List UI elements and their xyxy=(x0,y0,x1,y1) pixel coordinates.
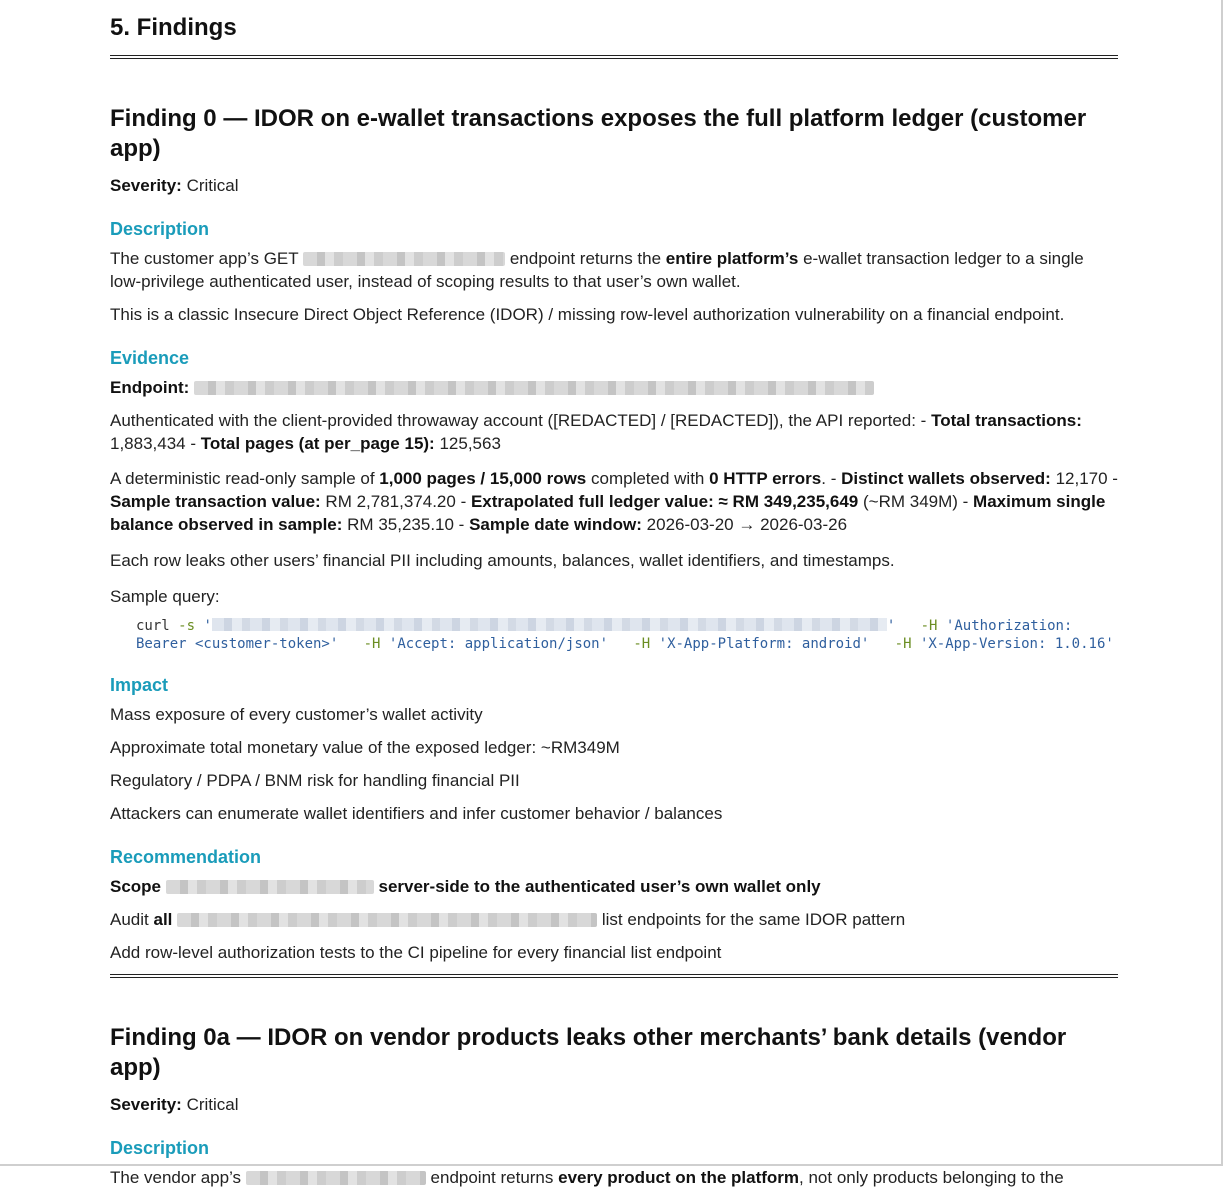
finding-0-evidence-heading: Evidence xyxy=(110,348,190,368)
severity-label: Severity: xyxy=(110,176,182,195)
finding-0-severity xyxy=(110,174,1118,197)
recommendation-item xyxy=(110,875,1118,898)
rec-bold: server-side to the authenticated user’s own wallet only xyxy=(378,877,821,896)
desc-bold: entire platform’s xyxy=(665,249,799,268)
evidence-label: Distinct wallets observed: xyxy=(841,469,1051,488)
severity-value: Critical xyxy=(186,1095,239,1114)
redacted-url xyxy=(212,618,887,631)
redacted-endpoint xyxy=(303,252,505,266)
evidence-bold: 0 HTTP errors xyxy=(709,469,822,488)
finding-0-evidence-p2 xyxy=(110,467,1118,536)
finding-0-description-p1 xyxy=(110,247,1118,293)
code-flag: -H xyxy=(363,635,381,652)
finding-0-description-heading: Description xyxy=(110,219,210,239)
desc-text: The customer app’s GET xyxy=(110,249,299,268)
code-string: 'X-App-Platform: android' xyxy=(658,635,870,652)
code-token: curl xyxy=(136,618,170,634)
finding-0-recommendation-heading: Recommendation xyxy=(110,847,262,867)
evidence-value: 2026-03-20 → 2026-03-26 xyxy=(646,515,848,534)
rec-bold: all xyxy=(153,910,173,929)
rec-bold: Scope xyxy=(110,877,162,896)
code-string: 'X-App-Version: 1.0.16' xyxy=(919,635,1114,652)
desc-text: , not only products belonging to the xyxy=(799,1168,1064,1187)
finding-0a-title: Finding 0a — IDOR on vendor products leaks other merchants’ bank details (vendor app) xyxy=(110,1024,1067,1081)
finding-0-endpoint xyxy=(110,376,1118,399)
evidence-label: Maximum single balance observed in sample: xyxy=(110,492,1106,534)
code-flag: -H xyxy=(894,635,912,652)
code-flag: -s xyxy=(178,618,196,634)
impact-item: Approximate total monetary value of the exposed ledger: ~RM349M xyxy=(110,738,620,757)
evidence-value: 12,170 - xyxy=(1055,469,1118,488)
finding-0-evidence-p3: Each row leaks other users’ financial PII including amounts, balances, wallet identifiers, and timestamps. xyxy=(110,551,895,570)
finding-0-description-p2: This is a classic Insecure Direct Object Reference (IDOR) / missing row-level authorization vulnerability on a financial endpoint. xyxy=(110,305,1065,324)
rec-text: list endpoints for the same IDOR pattern xyxy=(601,910,906,929)
endpoint-label: Endpoint: xyxy=(110,378,190,397)
code-flag: -H xyxy=(920,618,938,634)
finding-0-evidence-p1 xyxy=(110,409,1118,455)
redacted-endpoint xyxy=(246,1171,426,1185)
recommendation-item: Add row-level authorization tests to the CI pipeline for every financial list endpoint xyxy=(110,943,722,962)
evidence-label: Total transactions: xyxy=(931,411,1082,430)
redacted-endpoint xyxy=(166,880,374,894)
evidence-value: RM 2,781,374.20 - xyxy=(325,492,467,511)
evidence-label: Extrapolated full ledger value: xyxy=(470,492,714,511)
finding-divider xyxy=(110,974,1118,978)
evidence-value: 1,883,434 - xyxy=(110,434,197,453)
evidence-value: (~RM 349M) - xyxy=(862,492,969,511)
evidence-bold: 1,000 pages / 15,000 rows xyxy=(379,469,587,488)
code-flag: -H xyxy=(633,635,651,652)
desc-text: endpoint returns xyxy=(430,1168,554,1187)
finding-0a-description-heading: Description xyxy=(110,1138,210,1158)
evidence-text: A deterministic read-only sample of xyxy=(110,469,375,488)
code-string: ' xyxy=(886,618,896,634)
recommendation-item xyxy=(110,908,1118,931)
redacted-endpoint-url xyxy=(194,381,874,395)
desc-text: e-wallet transaction ledger to a single low-privilege authenticated user, instead of scoping results to that user’s own wallet. xyxy=(110,249,1084,291)
finding-0a-description xyxy=(110,1166,1118,1189)
evidence-label: Sample date window: xyxy=(469,515,642,534)
evidence-value: 125,563 xyxy=(439,434,501,453)
evidence-label: Sample transaction value: xyxy=(110,492,321,511)
desc-text: The vendor app’s xyxy=(110,1168,242,1187)
impact-item: Regulatory / PDPA / BNM risk for handling financial PII xyxy=(110,771,520,790)
evidence-text: Authenticated with the client-provided throwaway account ([REDACTED] / [REDACTED]), the API reported: - xyxy=(110,411,927,430)
evidence-label: Total pages (at per_page 15): xyxy=(200,434,435,453)
severity-label: Severity: xyxy=(110,1095,182,1114)
evidence-value: RM 35,235.10 - xyxy=(347,515,465,534)
evidence-text: completed with xyxy=(591,469,705,488)
desc-text: endpoint returns the xyxy=(509,249,662,268)
finding-0-impact-heading: Impact xyxy=(110,675,169,695)
report-page xyxy=(110,0,1118,1189)
impact-item: Mass exposure of every customer’s wallet activity xyxy=(110,705,483,724)
rec-text: Audit xyxy=(110,910,149,929)
desc-bold: every product on the platform xyxy=(558,1168,800,1187)
evidence-text: . - xyxy=(821,469,837,488)
sample-query-code xyxy=(136,618,1118,653)
code-string: 'Authorization: Bearer <customer-token>' xyxy=(136,618,1081,652)
finding-0a-severity xyxy=(110,1093,1118,1116)
code-string: 'Accept: application/json' xyxy=(388,635,609,652)
sample-query-label: Sample query: xyxy=(110,587,220,606)
severity-value: Critical xyxy=(186,176,239,195)
redacted-endpoint-list xyxy=(177,913,597,927)
finding-0-title: Finding 0 — IDOR on e-wallet transactions exposes the full platform ledger (customer app) xyxy=(110,105,1087,162)
code-string: ' xyxy=(203,618,212,634)
section-title: 5. Findings xyxy=(110,14,237,41)
impact-item: Attackers can enumerate wallet identifiers and infer customer behavior / balances xyxy=(110,804,723,823)
section-divider xyxy=(110,55,1118,59)
evidence-bold: ≈ RM 349,235,649 xyxy=(718,492,859,511)
